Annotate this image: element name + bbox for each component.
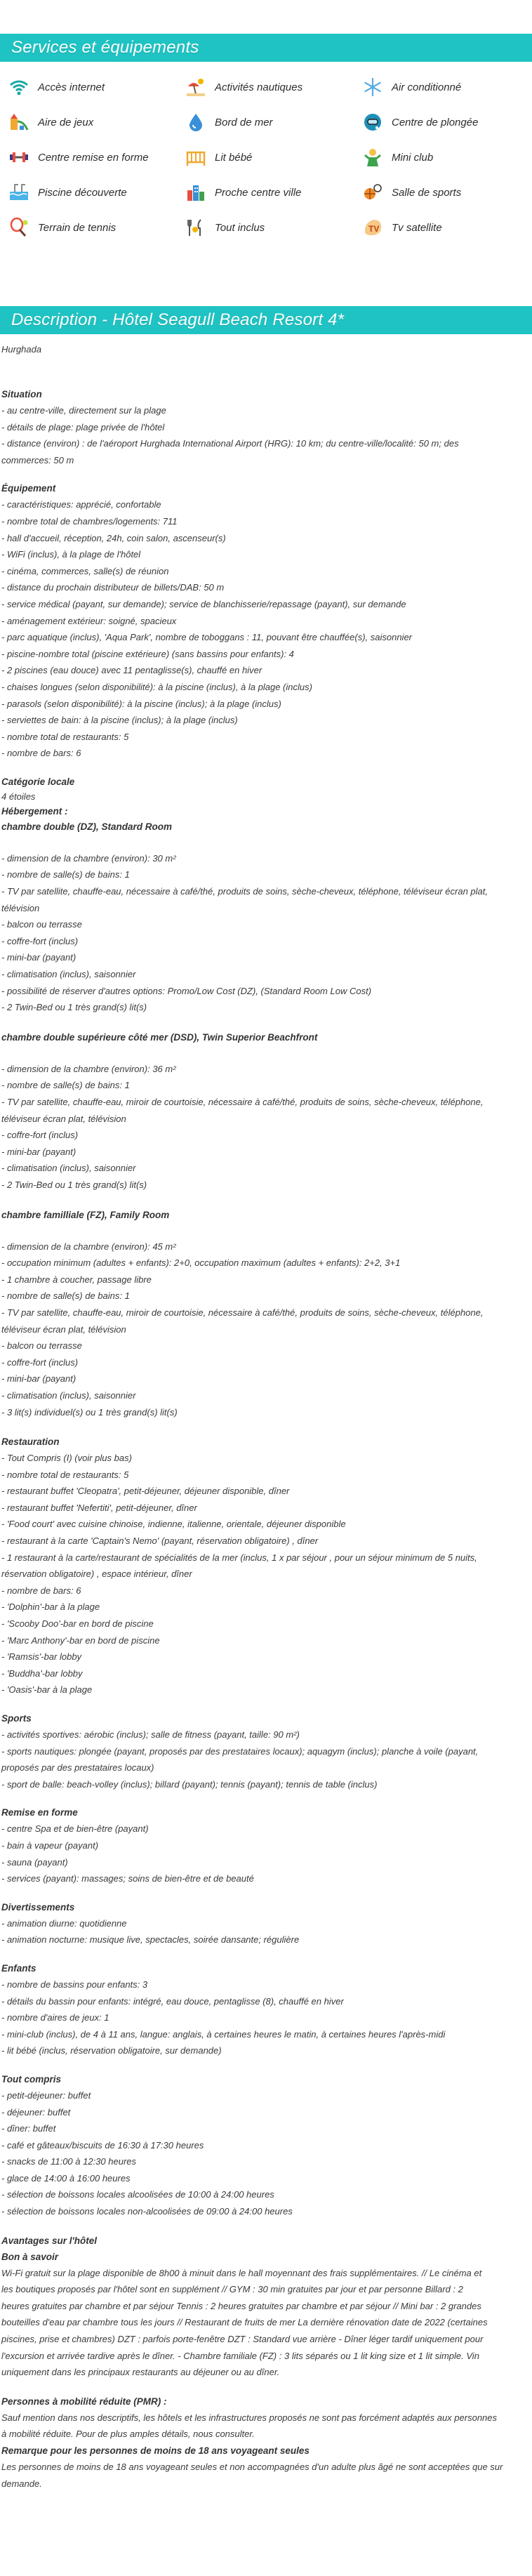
service-label: Activités nautiques xyxy=(215,81,303,93)
service-label: Salle de sports xyxy=(392,186,462,199)
service-item xyxy=(184,74,361,100)
section-line: - piscine-nombre total (piscine extérieure) (sans bassins pour enfants): 4 xyxy=(1,648,294,659)
room-line: - nombre de salle(s) de bains: 1 xyxy=(1,869,130,880)
service-item xyxy=(184,180,361,205)
room-line: - mini-bar (payant) xyxy=(1,1146,77,1157)
service-item xyxy=(7,145,184,170)
fitness-icon xyxy=(7,145,31,169)
text-line: piscines, prise et chambres) DZT : parfois porte-fenêtre DZT : Standard vue arrière - Dîner léger tardif uniquement pour xyxy=(1,2334,484,2345)
spacer xyxy=(0,250,532,306)
section-categorie xyxy=(1,774,531,819)
section-line: - sports nautiques: plongée (payant, proposés par des prestataires locaux); aquagym (inclus); planche à voile (payant, xyxy=(1,1745,479,1757)
section-line: - mini-club (inclus), de 4 à 11 ans, langue: anglais, à certaines heures le matin, à certaines heures l'après-midi xyxy=(1,2028,446,2040)
description-title-bar xyxy=(0,306,532,334)
room-title: chambre double (DZ), Standard Room xyxy=(1,821,173,832)
service-item xyxy=(361,180,532,205)
service-label: Tv satellite xyxy=(392,221,442,234)
room-line: - 1 chambre à coucher, passage libre xyxy=(1,1274,152,1285)
section-line: - aménagement extérieur: soigné, spacieux xyxy=(1,615,177,626)
section-equipement xyxy=(1,481,531,762)
room-title: chambre familliale (FZ), Family Room xyxy=(1,1209,170,1220)
diving-icon xyxy=(361,110,385,134)
crib-icon xyxy=(184,145,208,169)
room-line: - nombre de salle(s) de bains: 1 xyxy=(1,1290,130,1302)
services-title-bar xyxy=(0,34,532,62)
section-line: - café et gâteaux/biscuits de 16:30 à 17:30 heures xyxy=(1,2139,204,2151)
service-item xyxy=(361,74,532,100)
service-item xyxy=(7,180,184,205)
service-item xyxy=(7,74,184,100)
avantages-heading: Avantages sur l'hôtel xyxy=(1,2235,97,2246)
section-line: proposés par des prestataires locaux) xyxy=(1,1762,154,1774)
service-label: Proche centre ville xyxy=(215,186,302,199)
section-line: - parc aquatique (inclus), 'Aqua Park', nombre de toboggans : 11, pouvant être chauffée(s), saisonnier xyxy=(1,632,413,643)
pool-icon xyxy=(7,180,31,204)
room-line: télévision xyxy=(1,902,40,913)
text-line: l'excursion et arrivée tardive après le dîner. - Chambre familiale (FZ) : 3 lits séparés ou 1 lit king size et 1 lit simple. Vin xyxy=(1,2350,479,2361)
section-line: - nombre total de restaurants: 5 xyxy=(1,1469,129,1480)
section-line: - bain à vapeur (payant) xyxy=(1,1839,99,1851)
section-line: - nombre total de restaurants: 5 xyxy=(1,731,129,742)
room-line: - TV par satellite, chauffe-eau, miroir de courtoisie, nécessaire à café/thé, produits de soins, sèche-cheveux, téléphone, xyxy=(1,1307,484,1318)
room-line: - TV par satellite, chauffe-eau, nécessaire à café/thé, produits de soins, sèche-cheveux, téléphone, téléviseur écran plat, xyxy=(1,886,488,897)
description-title: Description - Hôtel Seagull Beach Resort 4* xyxy=(11,310,345,329)
room-line: - dimension de la chambre (environ): 36 m² xyxy=(1,1063,176,1074)
services-grid xyxy=(0,62,532,250)
description-body xyxy=(0,334,532,2492)
section-line: - nombre total de chambres/logements: 711 xyxy=(1,515,178,527)
text-line: les boutiques proposés par l'hôtel sont en supplément // GYM : 30 min gratuites par jour et par personne Billard : 2 xyxy=(1,2284,463,2295)
mineurs-heading: Remarque pour les personnes de moins de 18 ans voyageant seules xyxy=(1,2445,310,2456)
section-line: - nombre de bars: 6 xyxy=(1,1585,81,1596)
service-label: Centre de plongée xyxy=(392,116,479,128)
section-line: - animation diurne: quotidienne xyxy=(1,1917,127,1929)
section-line: - Tout Compris (I) (voir plus bas) xyxy=(1,1453,132,1464)
room-line: - climatisation (inclus), saisonnier xyxy=(1,1389,136,1401)
mineurs-text xyxy=(1,2459,531,2492)
text-line: Les personnes de moins de 18 ans voyageant seules et non accompagnées d'un adulte plus âgé ne sont acceptées que sur xyxy=(1,2462,503,2472)
room-line: - climatisation (inclus), saisonnier xyxy=(1,969,136,980)
text-line: uniquement dans les principaux restaurants au déjeuner ou au dîner. xyxy=(1,2367,280,2378)
service-item xyxy=(361,145,532,170)
section-line: - snacks de 11:00 à 12:30 heures xyxy=(1,2156,136,2167)
room-block xyxy=(1,1208,531,1421)
services-title: Services et équipements xyxy=(11,38,199,57)
section-line: - hall d'accueil, réception, 24h, coin salon, ascenseur(s) xyxy=(1,532,226,543)
service-label: Mini club xyxy=(392,151,434,164)
section-line: - distance (environ) : de l'aéroport Hurghada International Airport (HRG): 10 km; du centre-ville/localité: 50 m; des xyxy=(1,438,459,449)
section-line: - 'Scooby Doo'-bar en bord de piscine xyxy=(1,1618,154,1630)
room-line: - 2 Twin-Bed ou 1 très grand(s) lit(s) xyxy=(1,1002,147,1013)
section-line: - 2 piscines (eau douce) avec 11 pentaglisse(s), chauffé en hiver xyxy=(1,665,262,676)
room-title: chambre double supérieure côté mer (DSD), Twin Superior Beachfront xyxy=(1,1031,318,1043)
room-line: téléviseur écran plat, télévision xyxy=(1,1323,126,1335)
service-label: Lit bébé xyxy=(215,151,253,164)
room-line: - occupation minimum (adultes + enfants): 2+0, occupation maximum (adultes + enfants): 2+2, 3+1 xyxy=(1,1257,401,1269)
section-heading: Tout compris xyxy=(1,2073,62,2085)
section-restauration xyxy=(1,1434,531,1698)
section-line: - déjeuner: buffet xyxy=(1,2106,71,2118)
section-line: - restaurant buffet 'Nefertiti', petit-déjeuner, dîner xyxy=(1,1502,197,1513)
section-line: - lit bébé (inclus, réservation obligatoire, sur demande) xyxy=(1,2045,222,2056)
section-line: commerces: 50 m xyxy=(1,454,74,465)
section-heading: Situation xyxy=(1,389,42,399)
pmr-heading: Personnes à mobilité réduite (PMR) : xyxy=(1,2396,167,2407)
section-line: - services (payant): massages; soins de bien-être et de beauté xyxy=(1,1873,254,1884)
room-line: - 3 lit(s) individuel(s) ou 1 très grand(s) lit(s) xyxy=(1,1406,178,1418)
section-pmr xyxy=(1,2393,531,2492)
hebergement-heading: Hébergement : xyxy=(1,805,68,817)
service-item xyxy=(184,145,361,170)
tv-icon xyxy=(361,216,385,239)
text-line: Wi-Fi gratuit sur la plage disponible de 8h00 à minuit dans le hall moyennant des frais supplémentaires. // Le cinéma et xyxy=(1,2267,482,2278)
service-label: Tout inclus xyxy=(215,221,265,234)
section-line: - centre Spa et de bien-être (payant) xyxy=(1,1823,149,1835)
room-line: - 2 Twin-Bed ou 1 très grand(s) lit(s) xyxy=(1,1179,147,1190)
service-item xyxy=(184,110,361,135)
service-item xyxy=(7,110,184,135)
section-line: - restaurant buffet 'Cleopatra', petit-déjeuner, déjeuner disponible, dîner xyxy=(1,1486,290,1497)
service-label: Accès internet xyxy=(38,81,105,93)
section-line: - sport de balle: beach-volley (inclus); billard (payant); tennis (payant); tennis de table (inclus) xyxy=(1,1778,378,1790)
room-line: - coffre-fort (inclus) xyxy=(1,1356,79,1368)
section-line: - petit-déjeuner: buffet xyxy=(1,2089,91,2101)
playground-icon xyxy=(7,110,31,134)
section-line: - 1 restaurant à la carte/restaurant de spécialités de la mer (inclus, 1 x par séjour , pour un séjour minimum de 5 nuits, xyxy=(1,1552,477,1563)
service-label: Centre remise en forme xyxy=(38,151,149,164)
section-line: - serviettes de bain: à la piscine (inclus); à la plage (inclus) xyxy=(1,715,238,726)
section-situation xyxy=(1,387,531,468)
snowflake-icon xyxy=(361,75,385,99)
section-line: - restaurant à la carte 'Captain's Nemo' (payant, réservation obligatoire) , dîner xyxy=(1,1535,319,1547)
pmr-text xyxy=(1,2410,531,2443)
section-line: - caractéristiques: apprécié, confortable xyxy=(1,499,161,510)
text-line: bouteilles d'eau par chambre tous les jours // Restaurant de fruits de mer La dernière rénovation date de 2022 (certaines xyxy=(1,2317,488,2328)
beach-icon xyxy=(184,75,208,99)
tennis-icon xyxy=(7,216,31,239)
section-line: - 'Food court' avec cuisine chinoise, indienne, italienne, orientale, déjeuner disponible xyxy=(1,1519,346,1530)
section-line: - détails de plage: plage privée de l'hôtel xyxy=(1,421,165,432)
section-line: - sélection de boissons locales alcoolisées de 10:00 à 24:00 heures xyxy=(1,2189,274,2200)
water-drop-icon xyxy=(184,110,208,134)
service-label: Bord de mer xyxy=(215,116,273,128)
section-line: - 'Ramsis'-bar lobby xyxy=(1,1651,82,1663)
wifi-icon xyxy=(7,75,31,99)
bon-a-savoir-heading: Bon à savoir xyxy=(1,2251,59,2262)
service-label: Air conditionné xyxy=(392,81,462,93)
section-avantages xyxy=(1,2233,531,2381)
text-line: demande. xyxy=(1,2478,42,2489)
svg-text:TV: TV xyxy=(368,224,380,234)
all-inclusive-icon xyxy=(184,216,208,239)
room-line: - balcon ou terrasse xyxy=(1,1340,82,1352)
categorie-heading: Catégorie locale xyxy=(1,776,75,787)
section-line: - dîner: buffet xyxy=(1,2123,56,2134)
room-line: - dimension de la chambre (environ): 45 m² xyxy=(1,1241,176,1252)
kids-icon xyxy=(361,145,385,169)
room-line: - balcon ou terrasse xyxy=(1,919,82,930)
service-label: Terrain de tennis xyxy=(38,221,117,234)
service-label: Piscine découverte xyxy=(38,186,127,199)
section-line: - détails du bassin pour enfants: intégré, eau douce, pentaglisse (8), chauffé en hiver xyxy=(1,1995,344,2007)
room-line: - nombre de salle(s) de bains: 1 xyxy=(1,1080,130,1091)
section-line: - au centre-ville, directement sur la plage xyxy=(1,405,166,416)
section-heading: Restauration xyxy=(1,1436,60,1448)
location: Hurghada xyxy=(1,344,42,355)
section-line: - 'Oasis'-bar à la plage xyxy=(1,1684,93,1696)
section-line: réservation obligatoire) , espace intérieur, dîner xyxy=(1,1568,192,1580)
text-line: heures gratuites par chambre et par séjour Tennis : 2 heures gratuites par chambre et par séjour // Mini bar : 2 grandes xyxy=(1,2300,481,2311)
section-line: - glace de 14:00 à 16:00 heures xyxy=(1,2172,131,2184)
section-line: - service médical (payant, sur demande); service de blanchisserie/repassage (payant), sur demande xyxy=(1,598,406,609)
sports-icon xyxy=(361,180,385,204)
service-item xyxy=(361,110,532,135)
room-block xyxy=(1,1030,531,1194)
room-line: - TV par satellite, chauffe-eau, miroir de courtoisie, nécessaire à café/thé, produits de soins, sèche-cheveux, téléphone, xyxy=(1,1097,484,1107)
section-divertissements xyxy=(1,1900,531,1948)
section-heading: Enfants xyxy=(1,1962,36,1974)
section-heading: Divertissements xyxy=(1,1901,75,1913)
avantages-text xyxy=(1,2265,531,2381)
room-block xyxy=(1,819,531,1016)
room-line: - mini-bar (payant) xyxy=(1,952,77,963)
room-line: - mini-bar (payant) xyxy=(1,1373,77,1385)
section-heading: Remise en forme xyxy=(1,1807,78,1818)
section-line: - 'Buddha'-bar lobby xyxy=(1,1667,83,1679)
room-line: - coffre-fort (inclus) xyxy=(1,935,79,946)
city-icon xyxy=(184,180,208,204)
section-line: - WiFi (inclus), à la plage de l'hôtel xyxy=(1,549,141,560)
text-line: à mobilité réduite. Pour de plus amples détails, nous consulter. xyxy=(1,2429,255,2440)
room-line: - coffre-fort (inclus) xyxy=(1,1130,79,1141)
section-line: - 'Dolphin'-bar à la plage xyxy=(1,1601,100,1613)
service-item xyxy=(7,215,184,240)
section-line: - chaises longues (selon disponibilité): à la piscine (inclus), à la plage (inclus) xyxy=(1,681,312,692)
room-line: - climatisation (inclus), saisonnier xyxy=(1,1163,136,1174)
section-enfants xyxy=(1,1961,531,2059)
service-label: Aire de jeux xyxy=(38,116,94,128)
section-heading: Équipement xyxy=(1,483,56,494)
section-sports xyxy=(1,1711,531,1792)
room-line: - dimension de la chambre (environ): 30 m² xyxy=(1,852,176,864)
text-line: Sauf mention dans nos descriptifs, les hôtels et les infrastructures proposés ne sont pas forcément adaptés aux personnes xyxy=(1,2412,498,2423)
section-line: - activités sportives: aérobic (inclus); salle de fitness (payant, taille: 90 m²) xyxy=(1,1729,300,1740)
section-line: - sauna (payant) xyxy=(1,1856,68,1868)
section-line: - distance du prochain distributeur de billets/DAB: 50 m xyxy=(1,582,225,593)
section-line: - 'Marc Anthony'-bar en bord de piscine xyxy=(1,1634,160,1646)
section-line: - nombre de bassins pour enfants: 3 xyxy=(1,1979,148,1990)
service-item xyxy=(184,215,361,240)
section-line: - sélection de boissons locales non-alcoolisées de 09:00 à 24:00 heures xyxy=(1,2206,293,2217)
section-line: - cinéma, commerces, salle(s) de réunion xyxy=(1,565,169,576)
section-remise-en-forme xyxy=(1,1805,531,1887)
section-tout-compris xyxy=(1,2072,531,2220)
section-line: - animation nocturne: musique live, spectacles, soirée dansante; régulière xyxy=(1,1934,300,1946)
section-line: - nombre d'aires de jeux: 1 xyxy=(1,2012,109,2023)
section-heading: Sports xyxy=(1,1713,32,1724)
categorie-value: 4 étoiles xyxy=(1,791,36,802)
section-line: - parasols (selon disponibilité): à la piscine (inclus); à la plage (inclus) xyxy=(1,698,281,709)
room-line: - possibilité de réserver d'autres options: Promo/Low Cost (DZ), (Standard Room Low Cost) xyxy=(1,985,372,996)
rooms xyxy=(1,819,531,1420)
service-item xyxy=(361,215,532,240)
section-line: - nombre de bars: 6 xyxy=(1,748,81,759)
room-line: téléviseur écran plat, télévision xyxy=(1,1113,126,1124)
